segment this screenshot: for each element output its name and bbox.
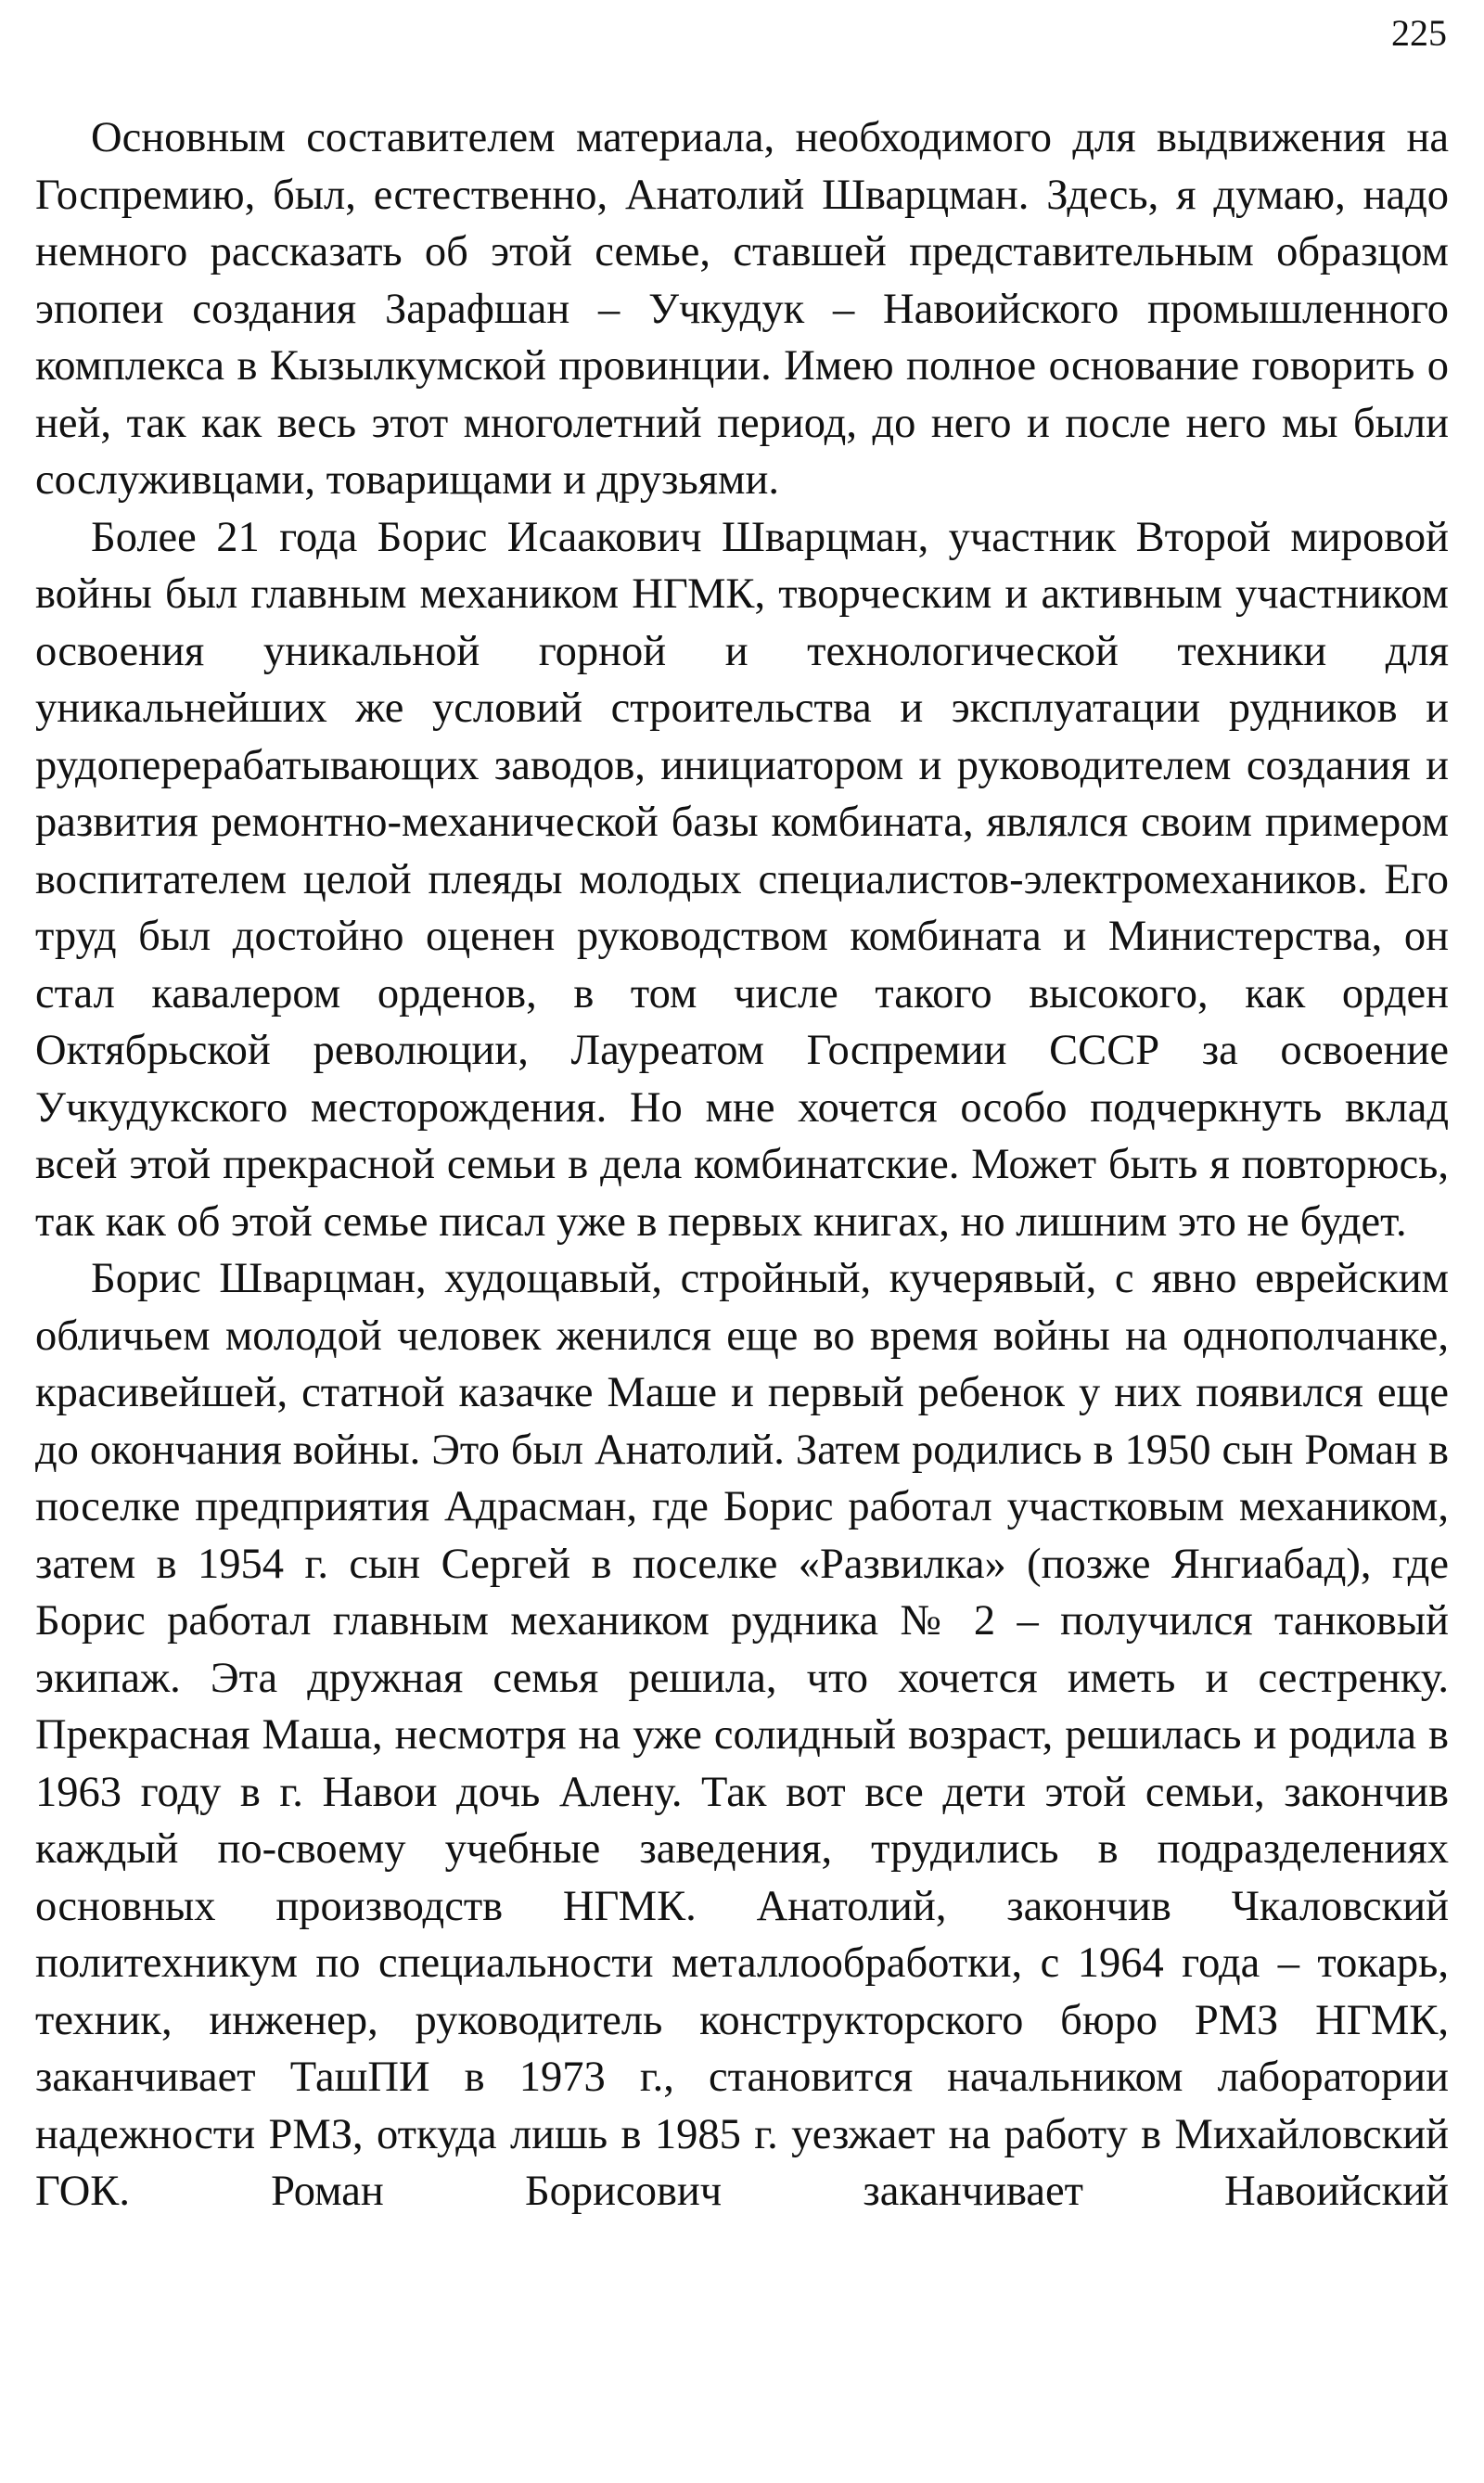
paragraph-3: Борис Шварцман, худощавый, стройный, кучерявый, с явно еврейским обличьем молодой человек женился еще во время войны на однополчанке, красивейшей, статной казачке Маше и первый ребенок у них появился еще до окончания войны. Это был Анатолий. Затем родились в 1950 сын Роман в поселке предприятия Адрасман, где Борис работал участковым механиком, затем в 1954 г. сын Сергей в поселке «Развилка» (позже Янгиабад), где Борис работал главным механиком рудника № 2 – получился танковый экипаж. Эта дружная семья решила, что хочется иметь и сестренку. Прекрасная Маша, несмотря на уже солидный возраст, решилась и родила в 1963 году в г. Навои дочь Алену. Так вот все дети этой семьи, закончив каждый по-своему учебные заведения, трудились в подразделениях основных производств НГМК. Анатолий, закончив Чкаловский политехникум по специальности металлообработки, с 1964 года – токарь, техник, инженер, руководитель конструкторского бюро РМЗ НГМК, заканчивает ТашПИ в 1973 г., становится начальником лаборатории надежности РМЗ, откуда лишь в 1985 г. уезжает на работу в Михайловский ГОК. Роман Борисович заканчивает Навоийский xyxy=(35,1255,1449,2215)
paragraph-2: Более 21 года Борис Исаакович Шварцман, участник Второй мировой войны был главным механиком НГМК, творческим и активным участником освоения уникальной горной и технологической техники для уникальнейших же условий строительства и эксплуатации рудников и рудоперерабатывающих заводов, инициатором и руководителем создания и развития ремонтно-механической базы комбината, являлся своим примером воспитателем целой плеяды молодых специалистов-электромехаников. Его труд был достойно оценен руководством комбината и Министерства, он стал кавалером орденов, в том числе такого высокого, как орден Октябрьской революции, Лауреатом Госпремии СССР за освоение Учкудукского месторождения. Но мне хочется особо подчеркнуть вклад всей этой прекрасной семьи в дела комбинатские. Может быть я повторюсь, так как об этой семье писал уже в первых книгах, но лишним это не будет. xyxy=(35,513,1449,1246)
page-number: 225 xyxy=(1391,12,1447,54)
body-text xyxy=(35,109,1449,2221)
paragraph-1: Основным составителем материала, необходимого для выдвижения на Госпремию, был, естественно, Анатолий Шварцман. Здесь, я думаю, надо немного рассказать об этой семье, ставшей представительным образцом эпопеи создания Зарафшан – Учкудук – Навоийского промышленного комплекса в Кызылкумской провинции. Имею полное основание говорить о ней, так как весь этот многолетний период, до него и после него мы были сослуживцами, товарищами и друзьями. xyxy=(35,114,1449,504)
